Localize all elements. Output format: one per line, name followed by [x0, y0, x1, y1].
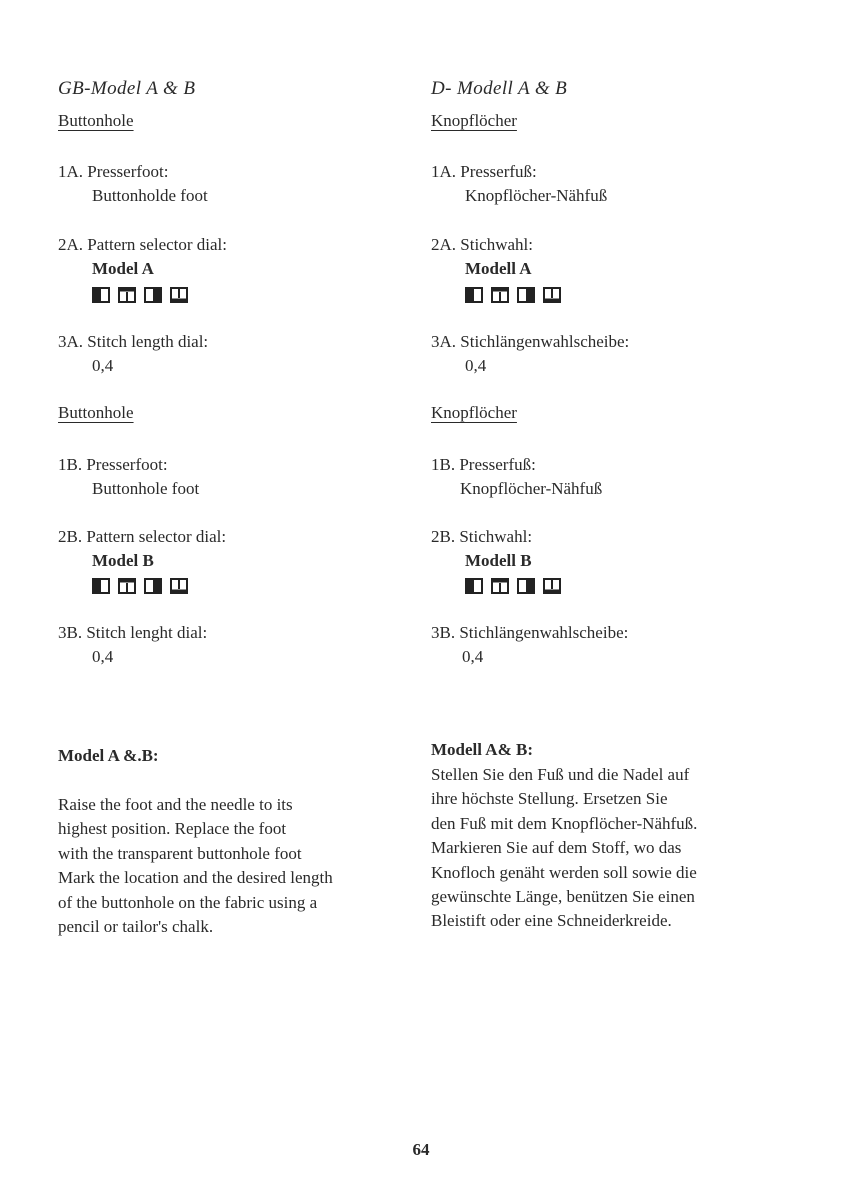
english-step-1b-label: 1B. Presserfoot:	[58, 455, 168, 474]
english-step-3a-value: 0,4	[92, 356, 114, 375]
english-step-2b-value: Model B	[92, 551, 154, 570]
german-step-2b-pattern-icons	[431, 578, 561, 594]
english-step-1a-value: Buttonholde foot	[92, 186, 208, 205]
german-instructions-text	[431, 763, 771, 934]
buttonhole-bottom-bartack-icon	[170, 287, 188, 303]
english-instructions-text	[58, 793, 398, 939]
german-step-3b-label: 3B. Stichlängenwahlscheibe:	[431, 623, 629, 642]
english-instructions-heading: Model A &.B:	[58, 746, 159, 765]
text-line: highest position. Replace the foot	[58, 819, 287, 839]
buttonhole-bottom-bartack-icon	[543, 287, 561, 303]
german-column	[431, 0, 791, 1192]
english-step-2b-pattern-icons	[58, 578, 188, 594]
text-line: Stellen Sie den Fuß und die Nadel auf	[431, 765, 690, 784]
buttonhole-right-bar-icon	[144, 578, 162, 594]
german-section-a-heading: Knopflöcher	[431, 111, 517, 130]
german-step-3b-value: 0,4	[462, 647, 484, 666]
german-step-2a-label: 2A. Stichwahl:	[431, 235, 533, 254]
buttonhole-bottom-bartack-icon	[543, 578, 561, 594]
german-step-1a-value: Knopflöcher-Nähfuß	[465, 186, 608, 205]
german-title: D- Modell A & B	[431, 78, 568, 99]
buttonhole-top-bartack-icon	[118, 287, 136, 303]
text-line: with the transparent buttonhole foot	[58, 843, 302, 863]
buttonhole-left-bar-icon	[92, 578, 110, 594]
english-section-b-heading: Buttonhole	[58, 403, 134, 422]
english-step-2a-value: Model A	[92, 259, 154, 278]
text-line: Knofloch genäht werden soll sowie die	[431, 862, 697, 882]
english-step-1b-value: Buttonhole foot	[92, 479, 200, 498]
buttonhole-top-bartack-icon	[118, 578, 136, 594]
text-line: Mark the location and the desired length	[58, 868, 333, 888]
text-line: ihre höchste Stellung. Ersetzen Sie	[431, 789, 668, 809]
german-step-2b-value: Modell B	[465, 551, 532, 570]
buttonhole-top-bartack-icon	[491, 578, 509, 594]
english-step-1a-label: 1A. Presserfoot:	[58, 162, 169, 181]
text-line: of the buttonhole on the fabric using a	[58, 892, 318, 912]
german-step-2a-pattern-icons	[431, 287, 561, 303]
buttonhole-left-bar-icon	[465, 578, 483, 594]
text-line: pencil or tailor's chalk.	[58, 917, 214, 937]
buttonhole-bottom-bartack-icon	[170, 578, 188, 594]
english-step-3b-value: 0,4	[92, 647, 114, 666]
english-step-2b-label: 2B. Pattern selector dial:	[58, 527, 227, 546]
german-step-3a-label: 3A. Stichlängenwahlscheibe:	[431, 332, 630, 351]
page-number: 64	[412, 1140, 430, 1159]
buttonhole-right-bar-icon	[517, 287, 535, 303]
german-step-2b-label: 2B. Stichwahl:	[431, 527, 533, 546]
english-column	[58, 0, 418, 1192]
german-step-2a-value: Modell A	[465, 259, 532, 278]
german-step-3a-value: 0,4	[465, 356, 487, 375]
text-line: Raise the foot and the needle to its	[58, 795, 293, 814]
buttonhole-left-bar-icon	[465, 287, 483, 303]
buttonhole-left-bar-icon	[92, 287, 110, 303]
german-section-b-heading: Knopflöcher	[431, 403, 517, 422]
german-step-1a-label: 1A. Presserfuß:	[431, 162, 537, 181]
buttonhole-right-bar-icon	[144, 287, 162, 303]
german-instructions-heading: Modell A& B:	[431, 740, 533, 759]
english-title: GB-Model A & B	[58, 78, 196, 99]
english-step-3b-label: 3B. Stitch lenght dial:	[58, 623, 208, 642]
english-step-3a-label: 3A. Stitch length dial:	[58, 332, 209, 351]
text-line: den Fuß mit dem Knopflöcher-Nähfuß.	[431, 813, 698, 833]
text-line: Markieren Sie auf dem Stoff, wo das	[431, 838, 682, 858]
german-step-1b-value: Knopflöcher-Nähfuß	[460, 479, 603, 498]
buttonhole-top-bartack-icon	[491, 287, 509, 303]
english-step-2a-pattern-icons	[58, 287, 188, 303]
text-line: gewünschte Länge, benützen Sie einen	[431, 887, 695, 907]
buttonhole-right-bar-icon	[517, 578, 535, 594]
english-step-2a-label: 2A. Pattern selector dial:	[58, 235, 228, 254]
german-step-1b-label: 1B. Presserfuß:	[431, 455, 536, 474]
english-section-a-heading: Buttonhole	[58, 111, 134, 130]
text-line: Bleistift oder eine Schneiderkreide.	[431, 911, 672, 931]
